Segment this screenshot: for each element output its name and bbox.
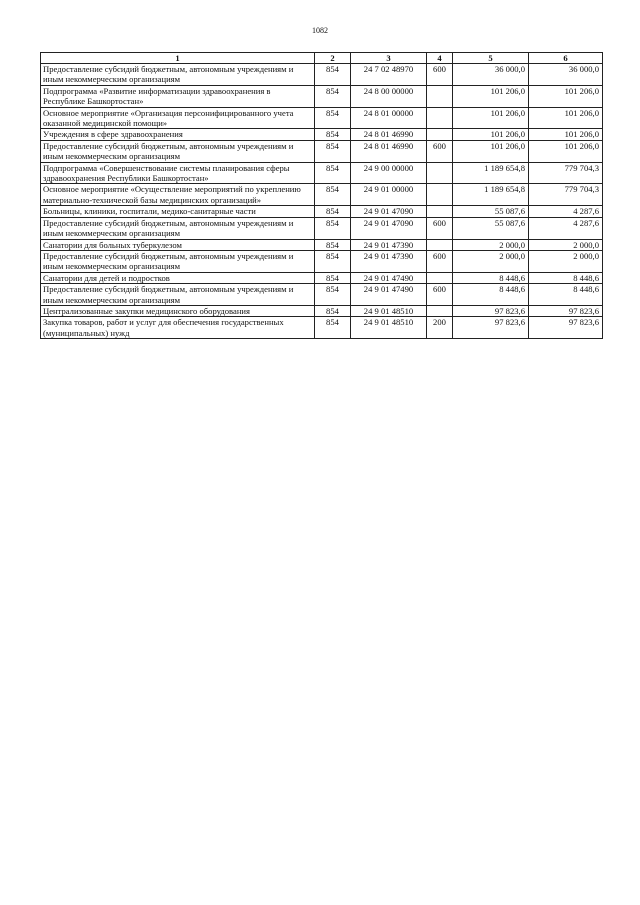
row-vr-cell xyxy=(427,239,453,250)
row-csr-cell: 24 8 01 46990 xyxy=(351,129,427,140)
row-vr-cell xyxy=(427,162,453,184)
row-amount-1-cell: 97 823,6 xyxy=(453,305,529,316)
table-row xyxy=(41,206,603,217)
row-name-cell: Предоставление субсидий бюджетным, автономным учреждениям и иным некоммерческим организациям xyxy=(41,140,315,162)
row-csr-cell: 24 9 01 47390 xyxy=(351,239,427,250)
row-csr-cell: 24 8 00 00000 xyxy=(351,85,427,107)
table-row xyxy=(41,217,603,239)
row-name-cell: Предоставление субсидий бюджетным, автономным учреждениям и иным некоммерческим организациям xyxy=(41,250,315,272)
row-amount-2-cell: 101 206,0 xyxy=(529,107,603,129)
row-code-cell: 854 xyxy=(315,129,351,140)
row-vr-cell xyxy=(427,107,453,129)
row-amount-2-cell: 779 704,3 xyxy=(529,162,603,184)
row-amount-1-cell: 101 206,0 xyxy=(453,129,529,140)
row-code-cell: 854 xyxy=(315,272,351,283)
row-amount-2-cell: 779 704,3 xyxy=(529,184,603,206)
row-csr-cell: 24 8 01 00000 xyxy=(351,107,427,129)
row-code-cell: 854 xyxy=(315,85,351,107)
row-code-cell: 854 xyxy=(315,217,351,239)
row-amount-2-cell: 2 000,0 xyxy=(529,250,603,272)
row-csr-cell: 24 9 01 48510 xyxy=(351,305,427,316)
row-name-cell: Подпрограмма «Совершенствование системы планирования сферы здравоохранения Республики Башкортостан» xyxy=(41,162,315,184)
row-amount-1-cell: 2 000,0 xyxy=(453,239,529,250)
row-vr-cell xyxy=(427,85,453,107)
row-name-cell: Предоставление субсидий бюджетным, автономным учреждениям и иным некоммерческим организациям xyxy=(41,284,315,306)
page-number: 1082 xyxy=(312,26,328,35)
row-code-cell: 854 xyxy=(315,184,351,206)
row-vr-cell: 600 xyxy=(427,250,453,272)
table-body xyxy=(41,64,603,339)
row-csr-cell: 24 9 01 47390 xyxy=(351,250,427,272)
row-amount-2-cell: 97 823,6 xyxy=(529,305,603,316)
table-row xyxy=(41,239,603,250)
row-amount-2-cell: 101 206,0 xyxy=(529,85,603,107)
row-amount-2-cell: 2 000,0 xyxy=(529,239,603,250)
row-amount-1-cell: 8 448,6 xyxy=(453,272,529,283)
row-amount-1-cell: 1 189 654,8 xyxy=(453,184,529,206)
row-amount-2-cell: 97 823,6 xyxy=(529,317,603,339)
table-row xyxy=(41,162,603,184)
row-amount-1-cell: 55 087,6 xyxy=(453,206,529,217)
row-amount-1-cell: 1 189 654,8 xyxy=(453,162,529,184)
table-row xyxy=(41,85,603,107)
row-code-cell: 854 xyxy=(315,250,351,272)
row-name-cell: Предоставление субсидий бюджетным, автономным учреждениям и иным некоммерческим организациям xyxy=(41,217,315,239)
row-name-cell: Санатории для детей и подростков xyxy=(41,272,315,283)
row-csr-cell: 24 8 01 46990 xyxy=(351,140,427,162)
row-name-cell: Предоставление субсидий бюджетным, автономным учреждениям и иным некоммерческим организациям xyxy=(41,64,315,86)
table-row xyxy=(41,317,603,339)
row-csr-cell: 24 9 01 47090 xyxy=(351,206,427,217)
table-row xyxy=(41,107,603,129)
header-col-5: 5 xyxy=(453,53,529,64)
row-amount-2-cell: 8 448,6 xyxy=(529,284,603,306)
row-vr-cell: 600 xyxy=(427,64,453,86)
row-csr-cell: 24 7 02 48970 xyxy=(351,64,427,86)
row-name-cell: Основное мероприятие «Организация персонифицированного учета оказанной медицинской помощи» xyxy=(41,107,315,129)
row-vr-cell xyxy=(427,206,453,217)
row-amount-1-cell: 36 000,0 xyxy=(453,64,529,86)
header-col-2: 2 xyxy=(315,53,351,64)
row-vr-cell: 600 xyxy=(427,217,453,239)
row-amount-1-cell: 97 823,6 xyxy=(453,317,529,339)
row-code-cell: 854 xyxy=(315,140,351,162)
row-name-cell: Больницы, клиники, госпитали, медико-санитарные части xyxy=(41,206,315,217)
table-row xyxy=(41,184,603,206)
table-header-row xyxy=(41,53,603,64)
row-name-cell: Санатории для больных туберкулезом xyxy=(41,239,315,250)
table-row xyxy=(41,305,603,316)
row-amount-2-cell: 101 206,0 xyxy=(529,140,603,162)
row-name-cell: Основное мероприятие «Осуществление мероприятий по укреплению материально-технической базы медицинских организаций» xyxy=(41,184,315,206)
row-code-cell: 854 xyxy=(315,107,351,129)
row-amount-2-cell: 4 287,6 xyxy=(529,217,603,239)
row-name-cell: Учреждения в сфере здравоохранения xyxy=(41,129,315,140)
row-amount-2-cell: 8 448,6 xyxy=(529,272,603,283)
row-vr-cell xyxy=(427,272,453,283)
row-vr-cell: 200 xyxy=(427,317,453,339)
row-code-cell: 854 xyxy=(315,239,351,250)
row-amount-1-cell: 2 000,0 xyxy=(453,250,529,272)
row-vr-cell xyxy=(427,184,453,206)
row-csr-cell: 24 9 01 48510 xyxy=(351,317,427,339)
row-csr-cell: 24 9 01 00000 xyxy=(351,184,427,206)
row-vr-cell xyxy=(427,305,453,316)
table-row xyxy=(41,64,603,86)
row-amount-1-cell: 101 206,0 xyxy=(453,85,529,107)
table-row xyxy=(41,272,603,283)
row-amount-1-cell: 101 206,0 xyxy=(453,107,529,129)
table-row xyxy=(41,129,603,140)
header-col-1: 1 xyxy=(41,53,315,64)
row-vr-cell: 600 xyxy=(427,284,453,306)
row-vr-cell xyxy=(427,129,453,140)
row-name-cell: Закупка товаров, работ и услуг для обеспечения государственных (муниципальных) нужд xyxy=(41,317,315,339)
row-amount-2-cell: 101 206,0 xyxy=(529,129,603,140)
header-col-3: 3 xyxy=(351,53,427,64)
row-amount-1-cell: 8 448,6 xyxy=(453,284,529,306)
row-code-cell: 854 xyxy=(315,317,351,339)
row-name-cell: Подпрограмма «Развитие информатизации здравоохранения в Республике Башкортостан» xyxy=(41,85,315,107)
row-csr-cell: 24 9 00 00000 xyxy=(351,162,427,184)
row-code-cell: 854 xyxy=(315,284,351,306)
row-amount-2-cell: 36 000,0 xyxy=(529,64,603,86)
row-amount-1-cell: 55 087,6 xyxy=(453,217,529,239)
row-csr-cell: 24 9 01 47090 xyxy=(351,217,427,239)
row-code-cell: 854 xyxy=(315,206,351,217)
row-amount-2-cell: 4 287,6 xyxy=(529,206,603,217)
table-row xyxy=(41,250,603,272)
header-col-4: 4 xyxy=(427,53,453,64)
row-name-cell: Централизованные закупки медицинского оборудования xyxy=(41,305,315,316)
row-code-cell: 854 xyxy=(315,305,351,316)
row-code-cell: 854 xyxy=(315,162,351,184)
row-code-cell: 854 xyxy=(315,64,351,86)
header-col-6: 6 xyxy=(529,53,603,64)
table-row xyxy=(41,284,603,306)
row-csr-cell: 24 9 01 47490 xyxy=(351,272,427,283)
table-row xyxy=(41,140,603,162)
row-amount-1-cell: 101 206,0 xyxy=(453,140,529,162)
row-vr-cell: 600 xyxy=(427,140,453,162)
budget-table xyxy=(40,52,603,339)
row-csr-cell: 24 9 01 47490 xyxy=(351,284,427,306)
